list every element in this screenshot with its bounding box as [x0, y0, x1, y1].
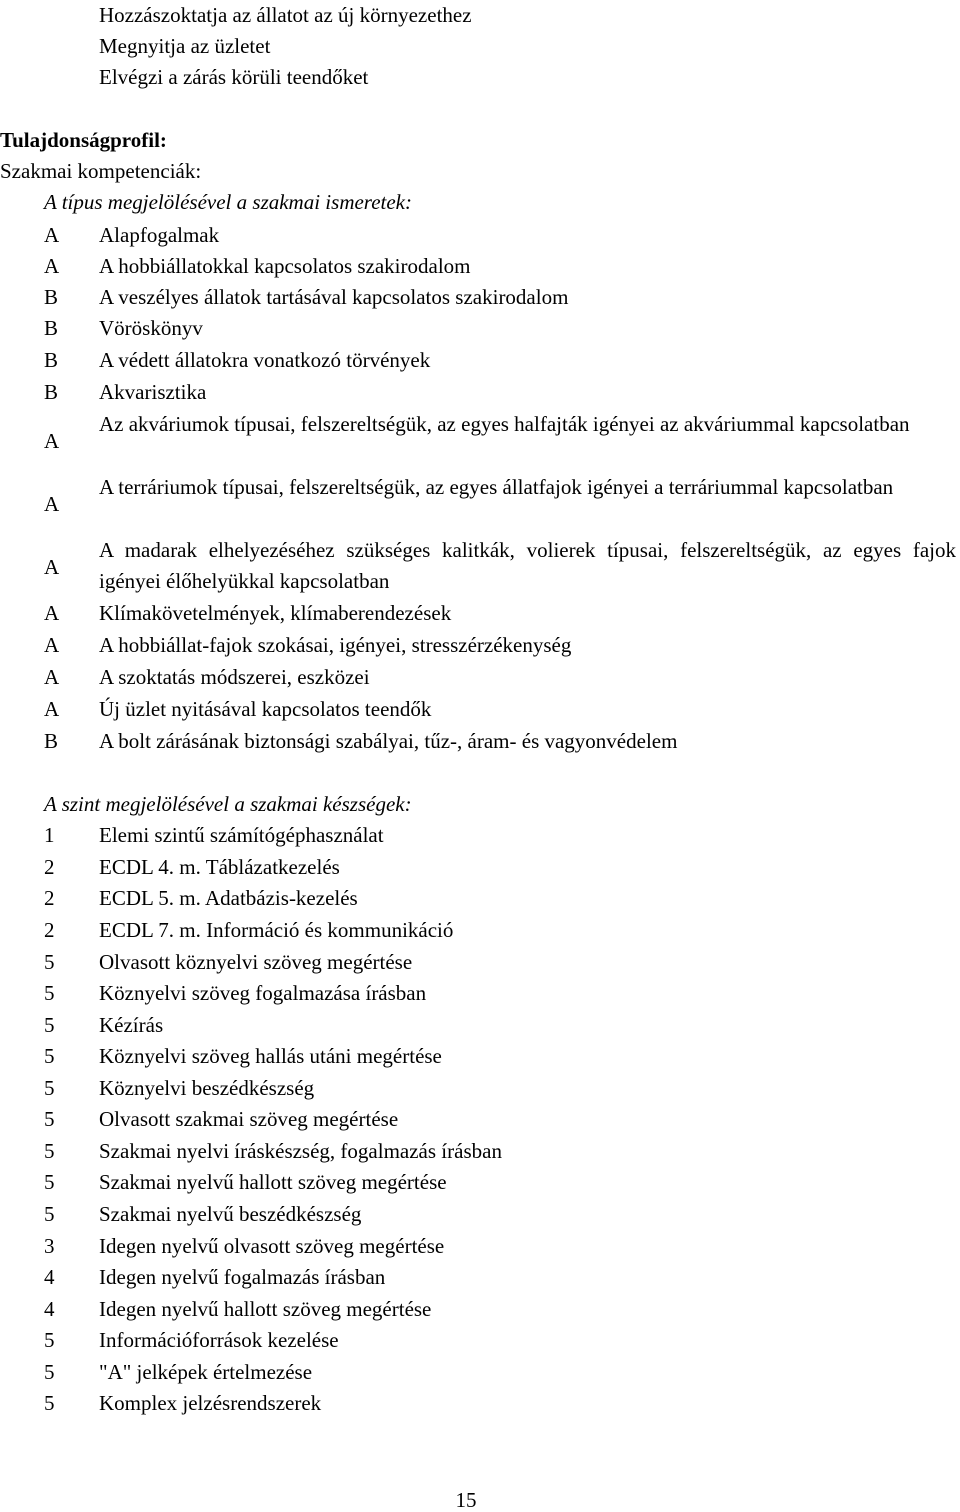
knowledge-heading: A típus megjelölésével a szakmai ismeretek:	[44, 190, 412, 214]
skill-text: ECDL 5. m. Adatbázis-kezelés	[99, 886, 358, 910]
knowledge-type-code: A	[44, 697, 60, 721]
skill-level: 5	[44, 1202, 55, 1226]
knowledge-type-code: B	[44, 380, 59, 404]
knowledge-type-code: B	[44, 285, 59, 309]
knowledge-item	[0, 345, 960, 376]
intro-line: Hozzászoktatja az állatot az új környezethez	[99, 3, 472, 27]
skill-item	[0, 1073, 960, 1104]
skill-item	[0, 883, 960, 914]
skill-text: Olvasott köznyelvi szöveg megértése	[99, 950, 413, 974]
skill-level: 2	[44, 855, 55, 879]
skill-level: 2	[44, 886, 55, 910]
knowledge-type-code: A	[44, 665, 60, 689]
knowledge-type-code: A	[44, 633, 60, 657]
knowledge-text: A hobbiállatokkal kapcsolatos szakirodalom	[99, 254, 471, 278]
skill-text: Szakmai nyelvi íráskészség, fogalmazás írásban	[99, 1139, 502, 1163]
knowledge-item	[0, 598, 960, 629]
skill-text: Információforrások kezelése	[99, 1328, 339, 1352]
skill-item	[0, 1136, 960, 1167]
knowledge-text: A szoktatás módszerei, eszközei	[99, 665, 370, 689]
knowledge-item	[0, 251, 960, 282]
knowledge-item	[0, 535, 960, 597]
skill-level: 5	[44, 1044, 55, 1068]
skill-level: 1	[44, 823, 55, 847]
skill-level: 5	[44, 1391, 55, 1415]
knowledge-text: A madarak elhelyezéséhez szükséges kalitkák, volierek típusai, felszereltségük, az egyes fajok igényei élőhelyükkal kapcsolatban	[99, 538, 956, 593]
skill-item	[0, 852, 960, 883]
knowledge-text: A terráriumok típusai, felszereltségük, az egyes állatfajok igényei a terráriummal kapcsolatban	[99, 475, 894, 499]
knowledge-type-code: B	[44, 729, 59, 753]
knowledge-type-code: A	[44, 555, 60, 579]
knowledge-text: Klímakövetelmények, klímaberendezések	[99, 601, 452, 625]
profile-heading: Tulajdonságprofil:	[0, 128, 167, 152]
skill-level: 4	[44, 1297, 55, 1321]
page-number: 15	[455, 1488, 477, 1512]
skill-item	[0, 1294, 960, 1325]
knowledge-type-code: A	[44, 254, 60, 278]
skill-text: Idegen nyelvű olvasott szöveg megértése	[99, 1234, 445, 1258]
skill-text: Köznyelvi szöveg fogalmazása írásban	[99, 981, 427, 1005]
intro-line: Elvégzi a zárás körüli teendőket	[99, 65, 369, 89]
skill-level: 5	[44, 1139, 55, 1163]
knowledge-item	[0, 694, 960, 725]
skill-text: ECDL 4. m. Táblázatkezelés	[99, 855, 340, 879]
skill-text: Szakmai nyelvű hallott szöveg megértése	[99, 1170, 447, 1194]
skill-item	[0, 978, 960, 1009]
skill-item	[0, 1262, 960, 1293]
knowledge-text: Vöröskönyv	[99, 316, 203, 340]
skill-item	[0, 1231, 960, 1262]
knowledge-item	[0, 630, 960, 661]
skill-text: Komplex jelzésrendszerek	[99, 1391, 322, 1415]
skill-level: 3	[44, 1234, 55, 1258]
knowledge-type-code: A	[44, 223, 60, 247]
knowledge-item	[0, 220, 960, 251]
knowledge-item	[0, 662, 960, 693]
knowledge-type-code: A	[44, 492, 60, 516]
skill-text: "A" jelképek értelmezése	[99, 1360, 313, 1384]
skill-level: 4	[44, 1265, 55, 1289]
skill-text: Elemi szintű számítógéphasználat	[99, 823, 384, 847]
skill-level: 5	[44, 981, 55, 1005]
knowledge-item	[0, 377, 960, 408]
knowledge-item	[0, 409, 960, 471]
skill-text: Köznyelvi szöveg hallás utáni megértése	[99, 1044, 442, 1068]
skill-level: 5	[44, 1013, 55, 1037]
skill-item	[0, 1010, 960, 1041]
skill-item	[0, 1041, 960, 1072]
knowledge-item	[0, 282, 960, 313]
skill-level: 5	[44, 1360, 55, 1384]
skills-heading: A szint megjelölésével a szakmai készségek:	[44, 792, 412, 816]
skill-item	[0, 1357, 960, 1388]
skill-item	[0, 915, 960, 946]
knowledge-type-code: A	[44, 601, 60, 625]
skill-text: ECDL 7. m. Információ és kommunikáció	[99, 918, 454, 942]
skill-level: 5	[44, 950, 55, 974]
knowledge-text: A védett állatokra vonatkozó törvények	[99, 348, 431, 372]
skill-level: 5	[44, 1107, 55, 1131]
knowledge-text: A veszélyes állatok tartásával kapcsolatos szakirodalom	[99, 285, 569, 309]
knowledge-type-code: B	[44, 316, 59, 340]
knowledge-text: A hobbiállat-fajok szokásai, igényei, stresszérzékenység	[99, 633, 572, 657]
skill-text: Kézírás	[99, 1013, 164, 1037]
knowledge-item	[0, 726, 960, 757]
skill-item	[0, 1104, 960, 1135]
skill-item	[0, 1325, 960, 1356]
skill-text: Idegen nyelvű fogalmazás írásban	[99, 1265, 386, 1289]
skill-item	[0, 820, 960, 851]
knowledge-item	[0, 472, 960, 534]
skill-text: Köznyelvi beszédkészség	[99, 1076, 315, 1100]
competence-heading: Szakmai kompetenciák:	[0, 159, 202, 183]
knowledge-text: A bolt zárásának biztonsági szabályai, tűz-, áram- és vagyonvédelem	[99, 729, 678, 753]
knowledge-type-code: A	[44, 429, 60, 453]
skill-text: Olvasott szakmai szöveg megértése	[99, 1107, 399, 1131]
knowledge-text: Az akváriumok típusai, felszereltségük, az egyes halfajták igényei az akváriummal kapcsolatban	[99, 412, 910, 436]
skill-level: 5	[44, 1328, 55, 1352]
skill-item	[0, 1199, 960, 1230]
skill-item	[0, 1167, 960, 1198]
intro-line: Megnyitja az üzletet	[99, 34, 271, 58]
skill-level: 5	[44, 1170, 55, 1194]
knowledge-text: Akvarisztika	[99, 380, 207, 404]
skill-level: 2	[44, 918, 55, 942]
skill-text: Idegen nyelvű hallott szöveg megértése	[99, 1297, 432, 1321]
knowledge-item	[0, 313, 960, 344]
skill-level: 5	[44, 1076, 55, 1100]
skill-item	[0, 947, 960, 978]
knowledge-type-code: B	[44, 348, 59, 372]
knowledge-text: Alapfogalmak	[99, 223, 220, 247]
skill-text: Szakmai nyelvű beszédkészség	[99, 1202, 362, 1226]
skill-item	[0, 1388, 960, 1419]
knowledge-text: Új üzlet nyitásával kapcsolatos teendők	[99, 697, 432, 721]
